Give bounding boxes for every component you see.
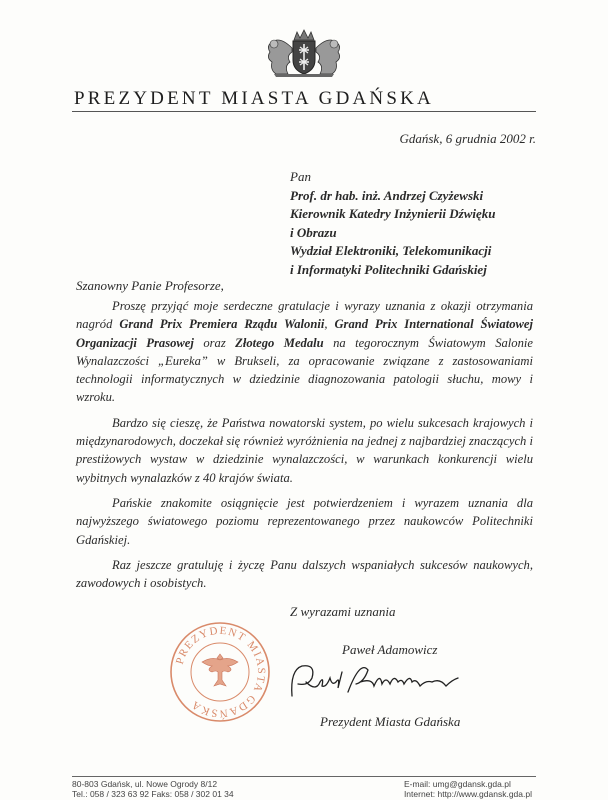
recipient-position: Kierownik Katedry Inżynierii Dźwięku: [290, 206, 496, 221]
letter-date: Gdańsk, 6 grudnia 2002 r.: [399, 131, 536, 146]
footer-phone: Tel.: 058 / 323 63 92 Faks: 058 / 302 01 34: [72, 789, 234, 799]
recipient-faculty-cont: i Informatyki Politechniki Gdańskiej: [290, 261, 487, 277]
body-paragraph-4: Raz jeszcze gratuluję i życzę Panu dalszych wspaniałych sukcesów naukowych, zawodowych i osobistych.: [76, 557, 533, 591]
body-paragraph-3: Pańskie znakomite osiągnięcie jest potwierdzeniem i wyrazem uznania dla najwyższego światowego poziomu reprezentowanego przez naukowców Politechniki Gdańskiej.: [76, 495, 533, 547]
letterhead-divider: [72, 111, 536, 112]
body-paragraph-2: Bardzo się cieszę, że Państwa nowatorski system, po wielu sukcesach krajowych i międzynarodowych, doczekał się również wyróżnienia na jednej z najbardziej znaczących i prestiżowych wystaw w dziedzinie wynalazczości, w warunkach konkurencji wielu wybitnych wynalazków z 40 krajów świata.: [76, 415, 533, 485]
eagle-emblem-icon: [202, 654, 238, 686]
paragraph-1-text-d: oraz: [193, 335, 236, 350]
footer-address-block: [72, 779, 234, 799]
body-paragraph-1: [76, 297, 533, 407]
official-seal-stamp: [168, 620, 272, 724]
paragraph-1-text-c: ,: [324, 317, 335, 332]
footer-email: E-mail: umg@gdansk.gda.pl: [403, 779, 511, 789]
gdansk-coat-of-arms-icon: [262, 28, 346, 78]
signer-name: Paweł Adamowicz: [342, 642, 438, 657]
closing-phrase: Z wyrazami uznania: [290, 604, 396, 619]
footer-contact-block: [404, 779, 532, 799]
award-grand-prix-international: Grand Prix International Światowej Organizacji Prasowej: [76, 317, 534, 350]
award-grand-prix-walonia: Grand Prix Premiera Rządu Walonii: [119, 317, 325, 332]
paragraph-1-text-e: na tegorocznym Światowym Salonie Wynalazczości „Eureka” w Brukseli, za opracowanie związane z zastosowaniami technologii informatycznych w dziedzinie diagnozowania patologii słuchu, mowy i wzroku.: [76, 335, 533, 405]
letterhead-title: PREZYDENT MIASTA GDAŃSKA: [74, 88, 434, 109]
recipient-line-pan: Pan: [290, 169, 311, 184]
handwritten-signature: [286, 652, 462, 708]
recipient-block: [290, 168, 496, 279]
salutation: Szanowny Panie Profesorze,: [76, 278, 224, 293]
footer-divider: [72, 776, 536, 777]
svg-text:PREZYDENT MIASTA GDAŃSKA: PREZYDENT MIASTA GDAŃSKA: [173, 624, 268, 720]
award-gold-medal: Złotego Medalu: [235, 335, 324, 350]
recipient-faculty: Wydział Elektroniki, Telekomunikacji: [290, 243, 492, 258]
signer-title: Prezydent Miasta Gdańska: [320, 714, 461, 729]
footer-address: 80-803 Gdańsk, ul. Nowe Ogrody 8/12: [72, 779, 218, 789]
letter-body: [76, 297, 533, 599]
footer-internet: Internet: http://www.gdansk.gda.pl: [403, 789, 532, 799]
recipient-position-cont: i Obrazu: [290, 224, 337, 240]
paragraph-1-text-a: Proszę przyjąć moje serdeczne gratulacje i wyrazy uznania z okazji otrzymania nagród: [76, 299, 533, 332]
recipient-name: Prof. dr hab. inż. Andrzej Czyżewski: [290, 187, 484, 203]
